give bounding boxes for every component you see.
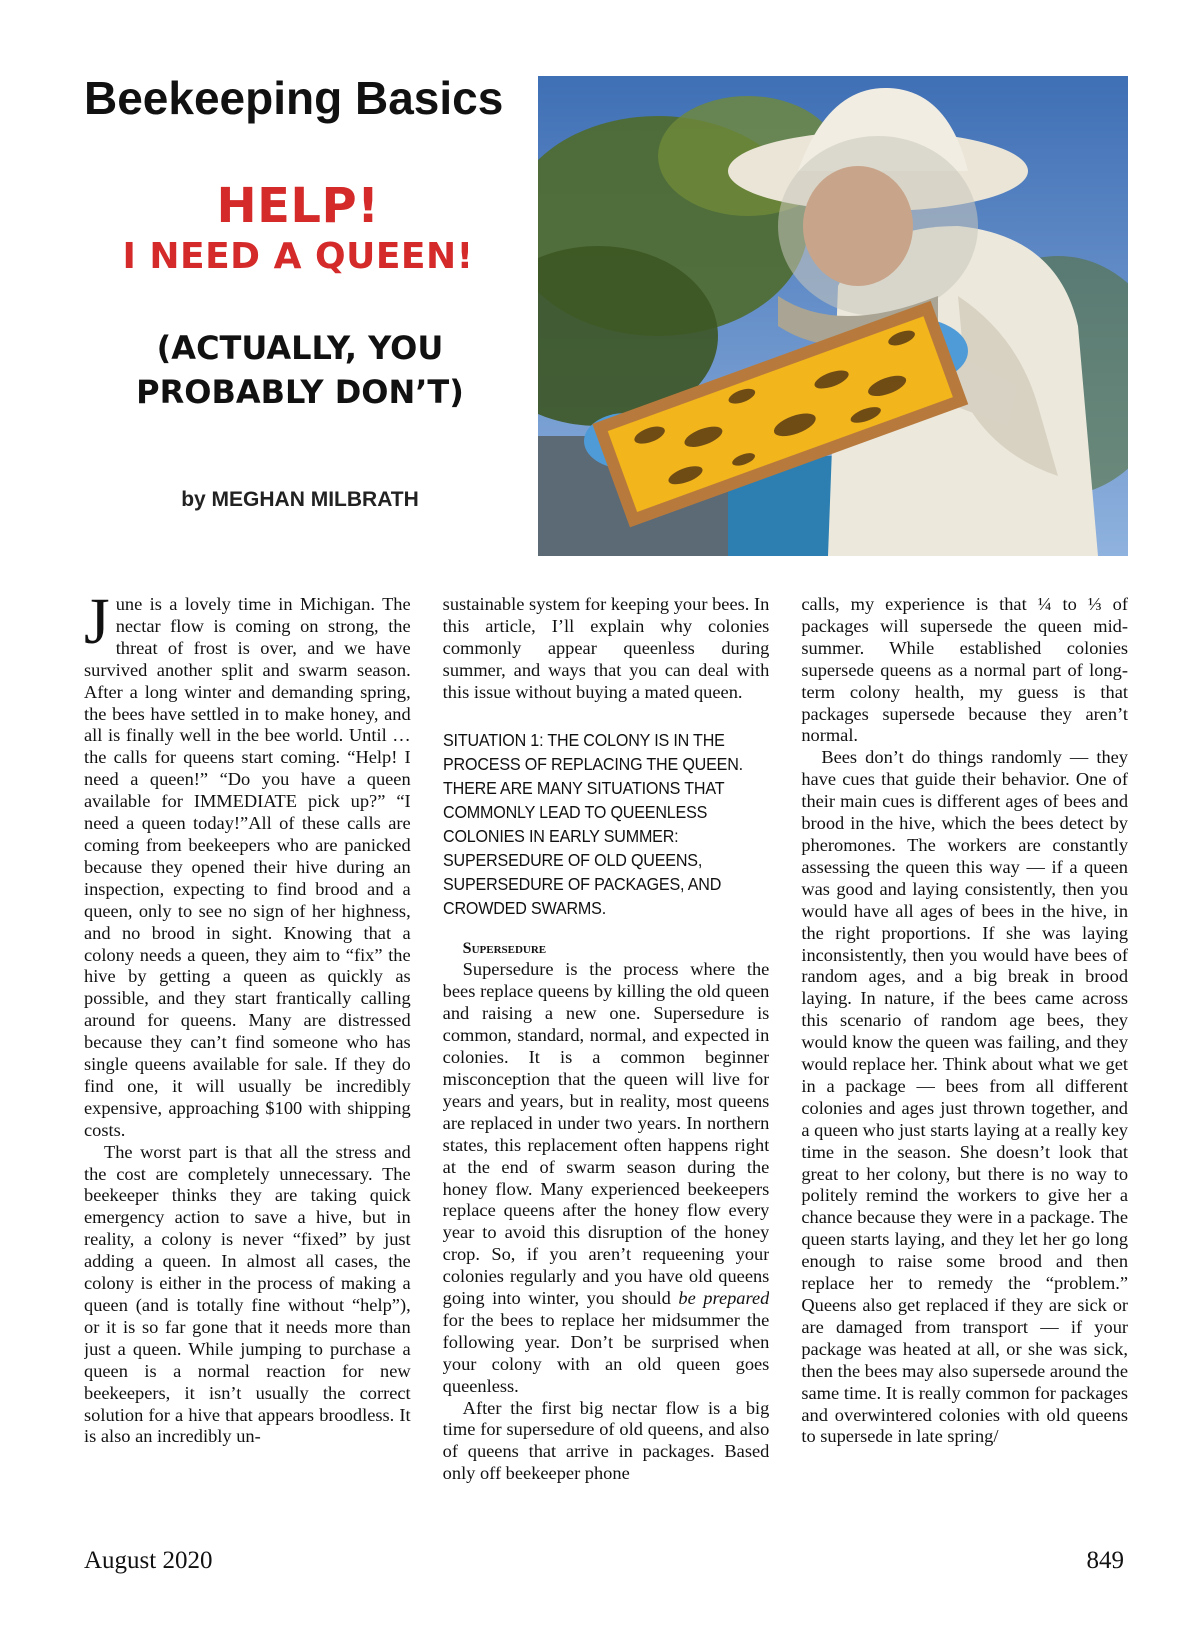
paragraph: After the first big nectar flow is a big time for supersedure of old queens, and also of queens that arrive in packages. Based only off beekeeper phone xyxy=(442,1397,770,1484)
column-1 xyxy=(84,594,411,1524)
article-headline xyxy=(84,178,512,280)
headline-line-1: HELP! xyxy=(216,178,380,234)
issue-date: August 2020 xyxy=(84,1547,213,1574)
column-3 xyxy=(801,594,1128,1524)
beekeeper-photo xyxy=(538,76,1128,556)
article-subhead: (ACTUALLY, YOU PROBABLY DON’T) xyxy=(136,329,464,411)
paragraph: The worst part is that all the stress and the cost are completely unnecessary. The beekeeper thinks they are taking quick emergency action to save a hive, but in reality, a colony is never “fixed” by just adding a queen. In almost all cases, the colony is either in the process of making a queen (and is totally fine without “help”), or it is so far gone that it needs more than just a queen. While jumping to purchase a queen is a normal reaction for new beekeepers, it isn’t usually the correct solution for a hive that appears broodless. It is also an incredibly un- xyxy=(84,1141,411,1447)
emphasis: be prepared xyxy=(678,1288,770,1309)
subsection-heading: Supersedure xyxy=(462,939,547,957)
paragraph: Bees don’t do things randomly — they have cues that guide their behavior. One of their main cues is different ages of bees and brood in the hive, which the bees detect by pheromones. The workers are constantly assessing the queen this way — if a queen was good and laying consistently, then you would have all ages of bees in the hive, in the right proportions. If she was laying inconsistently, then you would have bees of random ages, and a big break in brood laying. In nature, if the bees came across this scenario of random age bees, they would know the queen was failing, and they would replace her. Think about what we get in a package — bees from all different colonies and ages just thrown together, and a queen who just starts laying at a really key time in the season. She doesn’t look that great to her colony, but there is no way to politely remind the workers to give her a chance because they were in a package. The queen starts laying, and they let her go long enough to raise some brood and then replace her to remedy the “problem.” Queens also get replaced if they are sick or are damaged from transport — if your package was heated at all, or she was sick, then the bees may also supersede around the same time. It is really common for packages and overwintered colonies with old queens to supersede in late spring/ xyxy=(801,747,1129,1447)
paragraph: sustainable system for keeping your bees. In this article, I’ll explain why colonies commonly appear queenless during summer, and ways that you can deal with this issue without buying a mated queen. xyxy=(442,594,770,702)
column-2 xyxy=(443,594,770,1524)
section-title: Beekeeping Basics xyxy=(84,72,504,124)
section-heading: SITUATION 1: THE COLONY IS IN THE PROCESS OF REPLACING THE QUEEN. THERE ARE MANY SITUATIONS THAT COMMONLY LEAD TO QUEENLESS COLONIES IN EARLY SUMMER: SUPERSEDURE OF OLD QUEENS, SUPERSEDURE OF PACKAGES, AND CROWDED SWARMS. xyxy=(442,729,743,918)
paragraph: June is a lovely time in Michigan. The nectar flow is coming on strong, the threat of frost is over, and we have survived another split and swarm season. After a long winter and demanding spring, the bees have settled in to make honey, and all is finally well in the bee world. Until … the calls for queens start coming. “Help! I need a queen!” “Do you have a queen available for IMMEDIATE pick up?” “I need a queen today!”All of these calls are coming from beekeepers who are panicked because they opened their hive during an inspection, expecting to find brood and a queen, only to see no sign of her highness, and no brood in sight. Knowing that a colony needs a queen, they aim to “fix” the hive by getting a queen as quickly as possible, and they start frantically calling around for queens. Many are distressed because they can’t find someone who has single queens available for sale. If they do find one, it will usually be incredibly expensive, approaching $100 with shipping costs. xyxy=(84,594,411,1140)
beekeeper-illustration xyxy=(538,76,1128,556)
paragraph: calls, my experience is that ¼ to ⅓ of packages will supersede the queen mid-summer. While established colonies supersede queens as a normal part of long-term colony health, my guess is that packages supersede because they aren’t normal. xyxy=(801,594,1129,746)
headline-line-2: I NEED A QUEEN! xyxy=(122,236,474,277)
paragraph: Supersedure is the process where the bees replace queens by killing the old queen and raising a new one. Supersedure is common, standard, normal, and expected in colonies. It is a common beginner misconception that the queen will live for years and years, but in reality, most queens are replaced in under two years. In northern states, this replacement often happens right at the end of swarm season during the honey flow. Many experienced beekeepers replace queens after the honey flow every year to avoid this disruption of the honey crop. So, if you aren’t requeening your colonies regularly and you have old queens going into winter, you should be prepared for the bees to replace her midsummer the following year. Don’t be surprised when your colony with an old queen goes queenless. xyxy=(442,959,770,1396)
drop-cap: J xyxy=(84,594,110,658)
article-body xyxy=(84,594,1128,1524)
page-number: 849 xyxy=(1086,1547,1124,1574)
byline: by MEGHAN MILBRATH xyxy=(181,488,419,511)
